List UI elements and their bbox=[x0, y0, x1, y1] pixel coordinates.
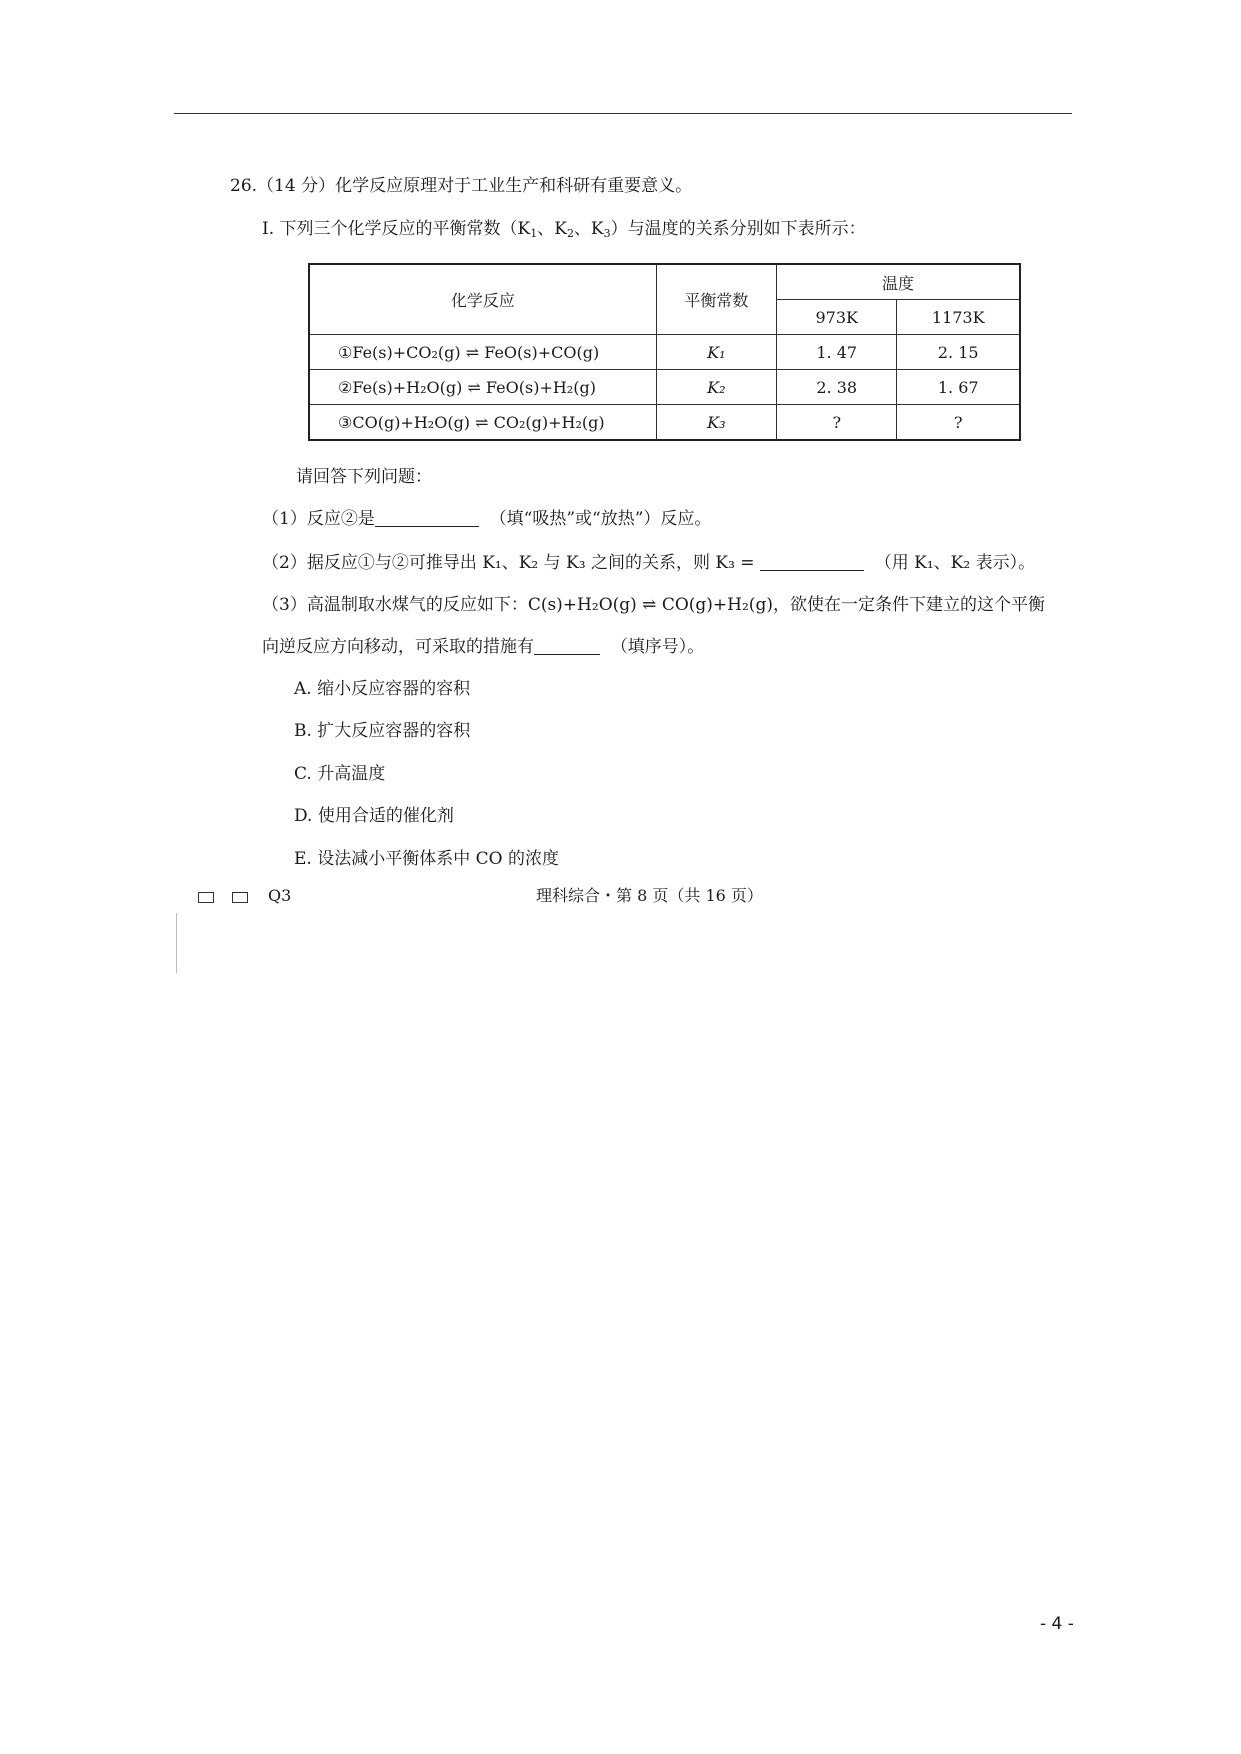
constant-cell: K₂ bbox=[656, 370, 776, 405]
reaction-cell: ①Fe(s)+CO₂(g) ⇌ FeO(s)+CO(g) bbox=[309, 335, 656, 370]
option-d: D. 使用合适的催化剂 bbox=[294, 806, 454, 826]
header-rule bbox=[174, 113, 1072, 114]
value-cell: 2. 38 bbox=[777, 370, 897, 405]
question-3-line1: （3）高温制取水煤气的反应如下：C(s)+H₂O(g) ⇌ CO(g)+H₂(g)，欲使在一定条件下建立的这个平衡 bbox=[262, 595, 1045, 615]
table-row bbox=[309, 335, 1020, 370]
page-number: - 4 - bbox=[1040, 1614, 1074, 1634]
footer-box-icon bbox=[198, 892, 214, 903]
question-1: （1）反应②是 （填“吸热”或“放热”）反应。 bbox=[262, 509, 712, 529]
answer-blank[interactable] bbox=[534, 638, 600, 655]
header-temperature: 温度 bbox=[777, 264, 1021, 300]
question-header: 26.（14 分）化学反应原理对于工业生产和科研有重要意义。 bbox=[230, 176, 693, 196]
table-row bbox=[309, 370, 1020, 405]
reaction-cell: ②Fe(s)+H₂O(g) ⇌ FeO(s)+H₂(g) bbox=[309, 370, 656, 405]
value-cell: 1. 47 bbox=[777, 335, 897, 370]
equilibrium-table bbox=[308, 263, 1021, 441]
question-2: （2）据反应①与②可推导出 K₁、K₂ 与 K₃ 之间的关系，则 K₃ = （用 K₁、K₂ 表示）。 bbox=[262, 553, 1036, 573]
scan-margin-line bbox=[176, 913, 177, 973]
constant-cell: K₁ bbox=[656, 335, 776, 370]
value-cell: ? bbox=[897, 405, 1020, 441]
value-cell: 2. 15 bbox=[897, 335, 1020, 370]
header-reaction: 化学反应 bbox=[309, 264, 656, 335]
value-cell: ? bbox=[777, 405, 897, 441]
constant-cell: K₃ bbox=[656, 405, 776, 441]
footer-box-icon bbox=[232, 892, 248, 903]
answer-blank[interactable] bbox=[375, 510, 479, 527]
value-cell: 1. 67 bbox=[897, 370, 1020, 405]
option-b: B. 扩大反应容器的容积 bbox=[294, 721, 471, 741]
header-1173k: 1173K bbox=[897, 300, 1020, 335]
option-a: A. 缩小反应容器的容积 bbox=[294, 679, 471, 699]
header-constant: 平衡常数 bbox=[656, 264, 776, 335]
footer-code: Q3 bbox=[268, 886, 292, 905]
prompt-text: 请回答下列问题： bbox=[296, 467, 432, 487]
option-c: C. 升高温度 bbox=[294, 764, 386, 784]
answer-blank[interactable] bbox=[760, 554, 864, 571]
option-e: E. 设法减小平衡体系中 CO 的浓度 bbox=[294, 849, 559, 869]
footer-page-info: 理科综合・第 8 页（共 16 页） bbox=[536, 886, 763, 905]
reaction-cell: ③CO(g)+H₂O(g) ⇌ CO₂(g)+H₂(g) bbox=[309, 405, 656, 441]
header-973k: 973K bbox=[777, 300, 897, 335]
question-3-line2: 向逆反应方向移动，可采取的措施有 （填序号）。 bbox=[262, 637, 705, 657]
table-row bbox=[309, 405, 1020, 441]
part1-intro: Ⅰ. 下列三个化学反应的平衡常数（$K_1$、$K_2$、$K_3$）与温度的关系分别如下表所示： bbox=[262, 219, 866, 240]
